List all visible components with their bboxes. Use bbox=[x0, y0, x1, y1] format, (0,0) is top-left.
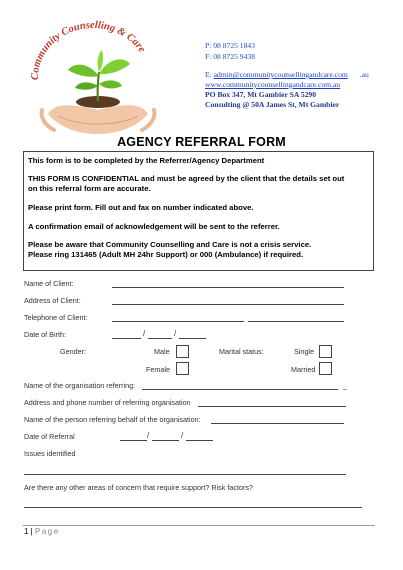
address-phone-org-field[interactable] bbox=[198, 406, 346, 407]
name-of-client-label: Name of Client: bbox=[24, 279, 74, 288]
other-areas-field[interactable] bbox=[24, 507, 362, 508]
dob-separator-1: / bbox=[143, 329, 146, 338]
telephone-of-client-field-1[interactable] bbox=[112, 321, 244, 322]
email-link[interactable]: admin@communitycounsellingandcare.com bbox=[213, 70, 348, 79]
address-phone-org-label: Address and phone number of referring organisation bbox=[24, 398, 191, 407]
consulting-address: Consulting @ 50A James St, Mt Gambier bbox=[205, 100, 340, 109]
referral-month-field[interactable] bbox=[152, 440, 179, 441]
telephone-of-client-field-2[interactable] bbox=[248, 321, 344, 322]
logo-text: Community Counselling & Care bbox=[29, 19, 148, 81]
notice-emergency: Please ring 131465 (Adult MH 24hr Support) or 000 (Ambulance) if required. bbox=[28, 249, 304, 259]
notice-confidential: THIS FORM IS CONFIDENTIAL and must be agreed by the client that the details set out bbox=[28, 174, 345, 183]
organisation-referring-label: Name of the organisation referring: bbox=[24, 381, 136, 390]
single-label: Single bbox=[294, 347, 314, 356]
name-of-client-field[interactable] bbox=[112, 287, 344, 288]
email-label: E: bbox=[205, 70, 212, 79]
plant-in-hands-icon bbox=[42, 50, 155, 134]
male-checkbox[interactable] bbox=[176, 345, 189, 358]
dob-month-field[interactable] bbox=[148, 338, 172, 339]
organisation-referring-field[interactable] bbox=[142, 389, 338, 390]
referral-separator-1: / bbox=[147, 431, 150, 440]
fax-number: F: 08 8725 9438 bbox=[205, 52, 255, 61]
page-separator: | bbox=[28, 527, 35, 536]
female-checkbox[interactable] bbox=[176, 362, 189, 375]
notice-confirmation: A confirmation email of acknowledgement will be sent to the referrer. bbox=[28, 222, 280, 231]
website-link[interactable]: www.communitycounsellingandcare.com.au bbox=[205, 80, 341, 89]
referral-day-field[interactable] bbox=[120, 440, 147, 441]
single-checkbox[interactable] bbox=[319, 345, 332, 358]
page-number: 1 bbox=[24, 527, 29, 536]
po-box-address: PO Box 347, Mt Gambier SA 5290 bbox=[205, 90, 317, 99]
gender-label: Gender: bbox=[60, 347, 86, 356]
phone-number: P: 08 8725 1843 bbox=[205, 41, 255, 50]
female-label: Female bbox=[146, 365, 170, 374]
organisation-referring-dash: _ bbox=[343, 381, 347, 390]
date-of-referral-label: Date of Referral bbox=[24, 432, 75, 441]
issues-identified-label: Issues identified bbox=[24, 449, 76, 458]
male-label: Male bbox=[154, 347, 170, 356]
married-checkbox[interactable] bbox=[319, 362, 332, 375]
referral-separator-2: / bbox=[181, 431, 184, 440]
dob-day-field[interactable] bbox=[112, 338, 141, 339]
footer-divider bbox=[23, 525, 375, 526]
dob-year-field[interactable] bbox=[179, 338, 206, 339]
page-footer bbox=[24, 527, 60, 536]
married-label: Married bbox=[291, 365, 316, 374]
notice-confidential-cont: on this referral form are accurate. bbox=[28, 183, 151, 193]
form-title: AGENCY REFERRAL FORM bbox=[117, 135, 286, 149]
date-of-birth-label: Date of Birth: bbox=[24, 330, 66, 339]
address-of-client-field[interactable] bbox=[112, 304, 344, 305]
email-suffix: .au bbox=[359, 70, 369, 79]
person-referring-label: Name of the person referring behalf of the organisation: bbox=[24, 415, 201, 424]
other-areas-label: Are there any other areas of concern that require support? Risk factors? bbox=[24, 483, 253, 492]
issues-identified-field[interactable] bbox=[24, 474, 346, 475]
telephone-of-client-label: Telephone of Client: bbox=[24, 313, 88, 322]
referral-year-field[interactable] bbox=[186, 440, 213, 441]
notice-completion: This form is to be completed by the Referrer/Agency Department bbox=[28, 156, 265, 165]
page-label: Page bbox=[34, 527, 60, 536]
dob-separator-2: / bbox=[174, 329, 177, 338]
marital-status-label: Marital status: bbox=[219, 347, 264, 356]
notice-box bbox=[23, 151, 374, 271]
address-of-client-label: Address of Client: bbox=[24, 296, 81, 305]
notice-crisis: Please be aware that Community Counselling and Care is not a crisis service. bbox=[28, 240, 312, 249]
notice-print: Please print form. Fill out and fax on number indicated above. bbox=[28, 203, 254, 212]
person-referring-field[interactable] bbox=[211, 423, 344, 424]
organisation-logo bbox=[18, 18, 168, 140]
